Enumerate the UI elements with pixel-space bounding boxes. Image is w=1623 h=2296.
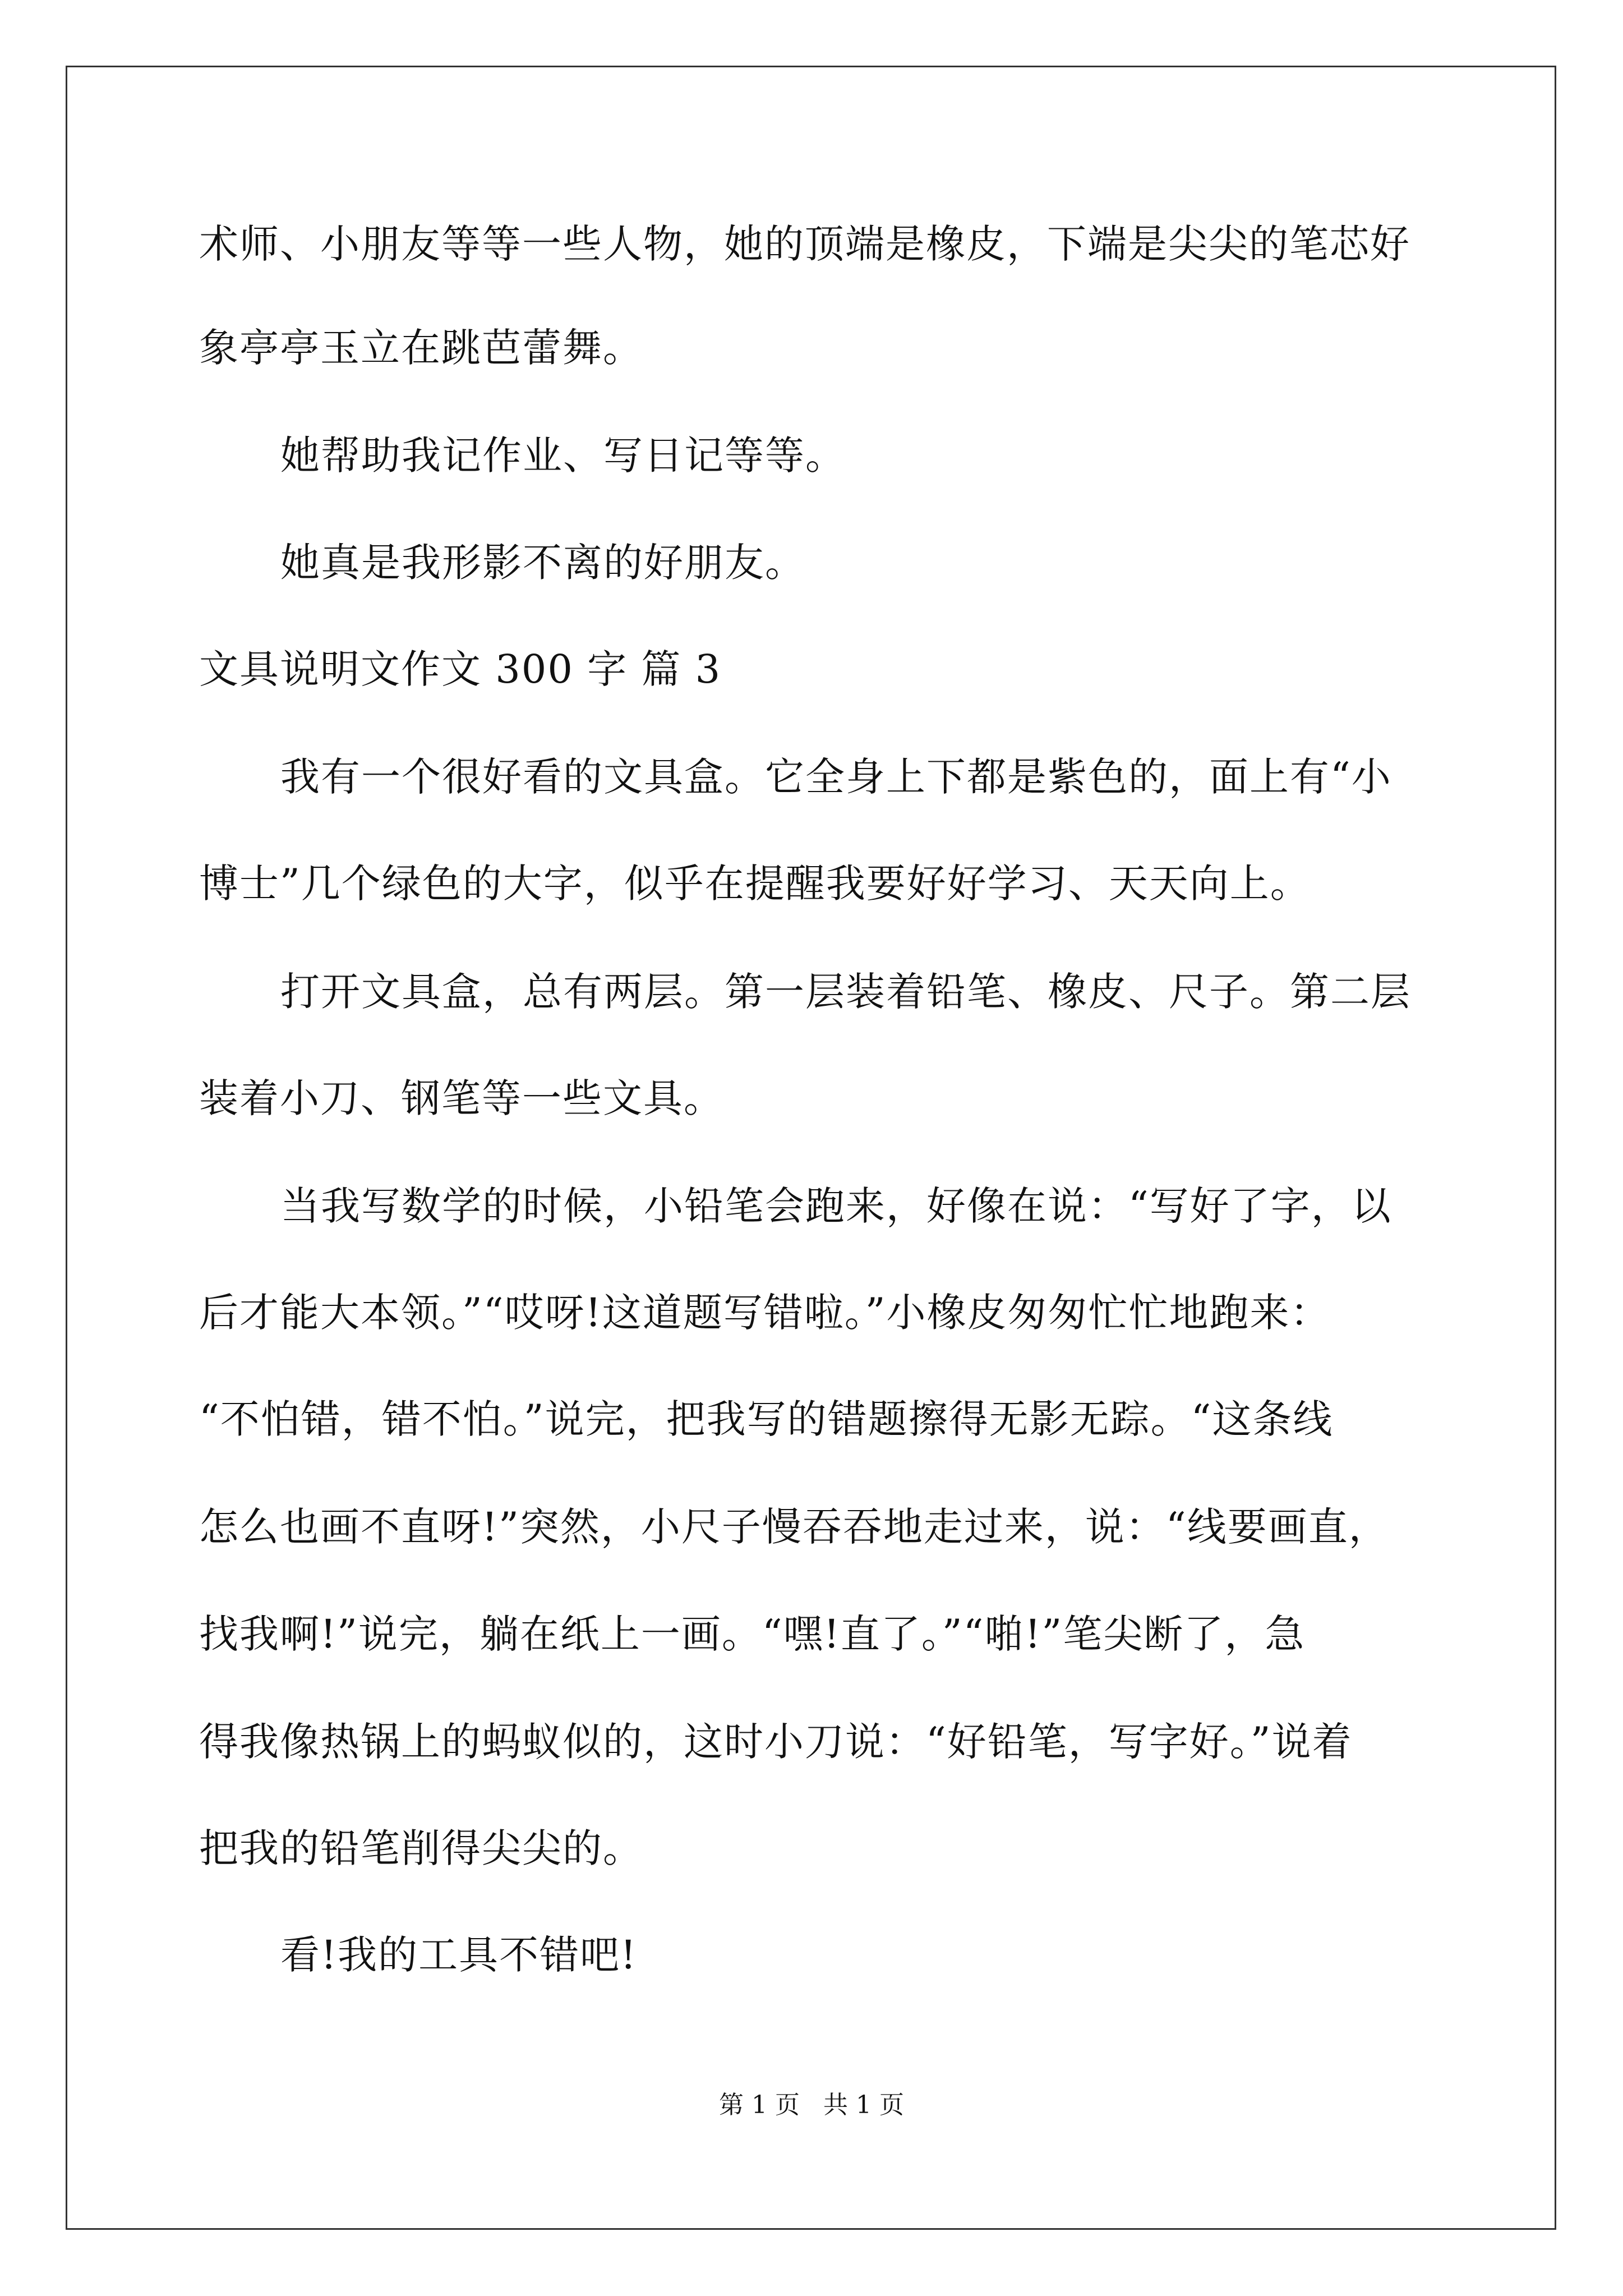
paragraph-line: 当我写数学的时候，小铅笔会跑来，好像在说：“写好了字，以 xyxy=(280,1183,1392,1229)
paragraph-line: 怎么也画不直呀!”突然，小尺子慢吞吞地走过来，说：“线要画直， xyxy=(199,1504,1389,1550)
paragraph-line: 象亭亭玉立在跳芭蕾舞。 xyxy=(199,325,643,371)
paragraph-line: 术师、小朋友等等一些人物，她的顶端是橡皮，下端是尖尖的笔芯好 xyxy=(199,221,1410,267)
paragraph-line: 后才能大本领。”“哎呀!这道题写错啦。”小橡皮匆匆忙忙地跑来： xyxy=(199,1290,1331,1336)
paragraph-line: 我有一个很好看的文具盒。它全身上下都是紫色的，面上有“小 xyxy=(280,754,1392,800)
paragraph-line: 博士”几个绿色的大字，似乎在提醒我要好好学习、天天向上。 xyxy=(199,861,1311,907)
paragraph-line: 打开文具盒，总有两层。第一层装着铅笔、橡皮、尺子。第二层 xyxy=(280,969,1411,1015)
page-number-total: 共 1 页 xyxy=(823,2091,904,2119)
paragraph-line: 把我的铅笔削得尖尖的。 xyxy=(199,1825,643,1871)
paragraph-line: 找我啊!”说完，躺在纸上一画。“嘿!直了。”“啪!”笔尖断了，急 xyxy=(199,1611,1306,1657)
paragraph-line: “不怕错，错不怕。”说完，把我写的错题擦得无影无踪。“这条线 xyxy=(199,1396,1334,1442)
section-heading: 文具说明文作文 300 字 篇 3 xyxy=(199,646,722,692)
page-number-current: 第 1 页 xyxy=(719,2091,800,2119)
paragraph-line: 她真是我形影不离的好朋友。 xyxy=(280,540,805,586)
page-footer xyxy=(0,2090,1623,2121)
paragraph-line: 她帮助我记作业、写日记等等。 xyxy=(280,432,846,478)
paragraph-line: 得我像热锅上的蚂蚁似的，这时小刀说：“好铅笔，写字好。”说着 xyxy=(199,1719,1353,1765)
paragraph-line: 看!我的工具不错吧! xyxy=(280,1932,638,1978)
page-border xyxy=(66,66,1556,2230)
paragraph-line: 装着小刀、钢笔等一些文具。 xyxy=(199,1075,724,1121)
